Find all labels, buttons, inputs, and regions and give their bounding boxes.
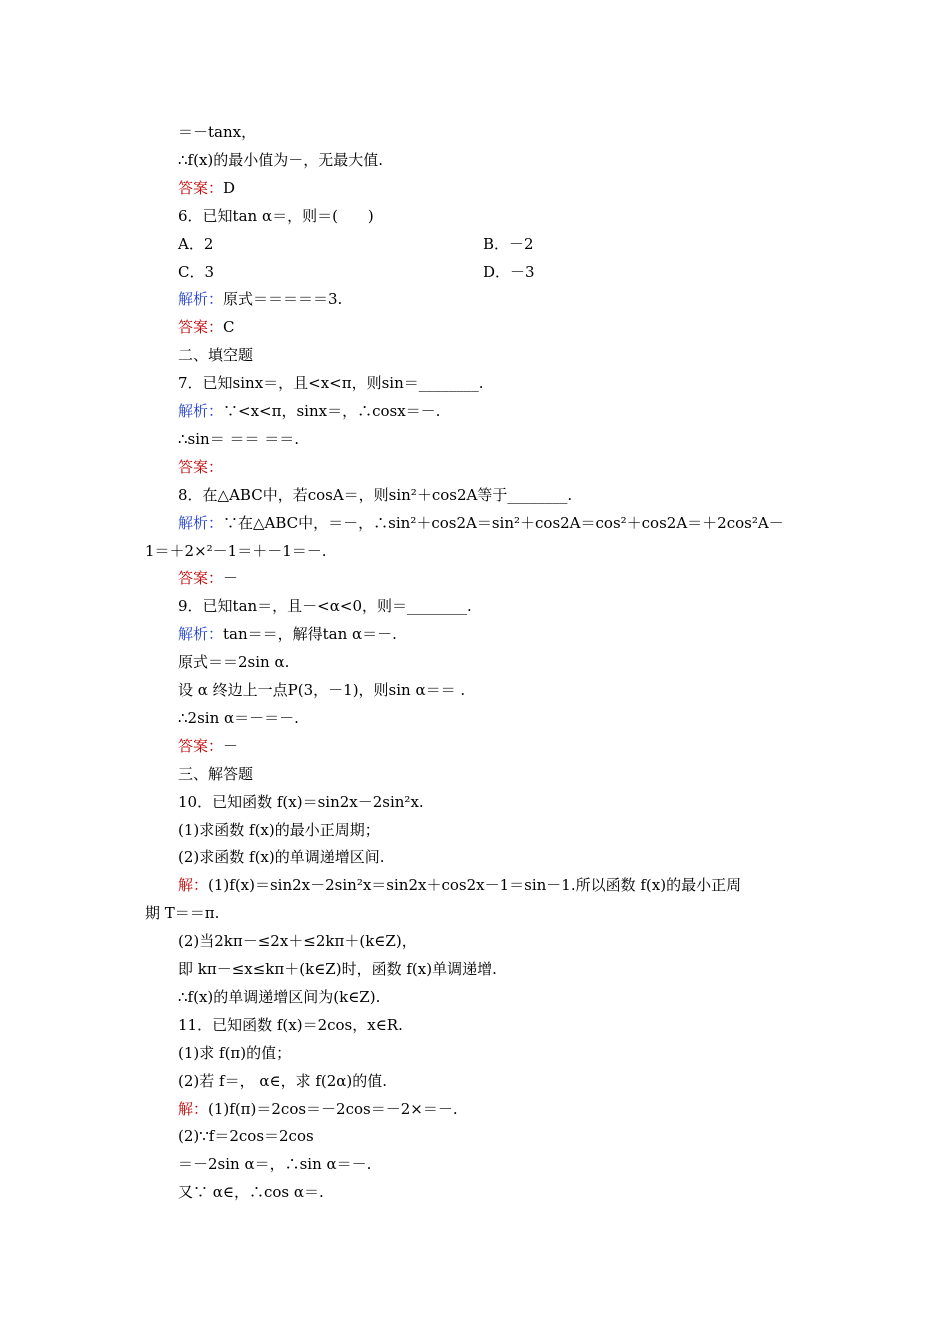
line-text: 1＝＋2×²－1＝＋－1＝－. xyxy=(145,541,327,560)
line-text: ＝－2sin α＝，∴sin α＝－. xyxy=(178,1155,372,1174)
text-line xyxy=(178,120,256,144)
text-line xyxy=(178,176,235,200)
line-text: 设 α 终边上一点P(3，－1)，则sin α＝＝ . xyxy=(178,681,466,699)
line-text: － xyxy=(223,736,239,755)
analysis-label: 解析： xyxy=(178,625,224,644)
text-line xyxy=(145,539,327,563)
line-text: ∵在△ABC中，＝－，∴sin²＋cos2A＝sin²＋cos2A＝cos²＋cos2A＝＋2cos²A－ xyxy=(223,513,784,532)
line-text: 11．已知函数 f(x)＝2cos，x∈R. xyxy=(178,1015,403,1034)
analysis-label: 解析： xyxy=(178,402,224,420)
line-text: 7．已知sinx＝，且<x<π，则sin＝________. xyxy=(178,374,484,393)
text-line xyxy=(178,148,383,172)
line-text: (2)∵f＝2cos＝2cos xyxy=(178,1127,314,1146)
line-text: tan＝＝，解得tan α＝－. xyxy=(223,625,397,644)
answer-label: 答案： xyxy=(178,178,224,197)
text-line xyxy=(178,706,299,730)
text-line xyxy=(178,1097,458,1121)
text-line xyxy=(178,650,289,674)
text-line xyxy=(178,845,385,869)
text-line xyxy=(178,204,374,228)
text-line xyxy=(178,343,253,367)
line-text: D xyxy=(223,178,236,197)
text-line xyxy=(0,260,950,284)
option-right: B．－2 xyxy=(483,234,534,253)
analysis-label: 解析： xyxy=(178,290,224,309)
line-text: (1)求函数 f(x)的最小正周期； xyxy=(178,820,380,839)
line-text: ∴f(x)的最小值为－，无最大值. xyxy=(178,150,384,169)
text-line xyxy=(178,1124,314,1148)
answer-label: 答案： xyxy=(178,318,224,337)
text-line xyxy=(178,315,235,339)
option-left: C．3 xyxy=(178,262,215,281)
line-text: ∴sin＝ ＝＝ ＝＝. xyxy=(178,429,300,448)
text-line xyxy=(178,287,342,311)
text-line xyxy=(178,1180,324,1204)
text-line xyxy=(178,1152,371,1176)
text-line xyxy=(178,1069,387,1093)
line-text: (1)求 f(π)的值； xyxy=(178,1043,292,1062)
line-text: 二、填空题 xyxy=(178,346,254,365)
text-line xyxy=(178,1013,403,1037)
text-line xyxy=(178,594,472,618)
line-text: (2)当2kπ－≤2x＋≤2kπ＋(k∈Z)， xyxy=(178,932,417,951)
text-line xyxy=(178,818,380,842)
line-text: (1)f(x)＝sin2x－2sin²x＝sin2x＋cos2x－1＝sin－1.所以函数 f(x)的最小正周 xyxy=(208,876,742,895)
line-text: 原式＝＝＝＝＝3. xyxy=(223,290,343,309)
text-line xyxy=(178,399,440,423)
line-text: C xyxy=(223,318,235,337)
answer-label: 解： xyxy=(178,876,209,895)
text-line xyxy=(145,901,219,925)
text-line xyxy=(178,762,253,786)
text-line xyxy=(178,483,572,507)
line-text: 原式＝＝2sin α. xyxy=(178,653,290,672)
text-line xyxy=(178,371,484,395)
line-text: 三、解答题 xyxy=(178,764,254,783)
line-text: ∴f(x)的单调递增区间为(k∈Z). xyxy=(178,987,381,1006)
text-line xyxy=(178,427,299,451)
text-line xyxy=(178,985,380,1009)
line-text: ∵<x<π，sinx＝，∴cosx＝－. xyxy=(223,402,441,420)
line-text: ＝－tanx， xyxy=(178,123,257,141)
answer-label: 解： xyxy=(178,1099,209,1118)
text-line xyxy=(178,734,238,758)
text-line xyxy=(178,455,223,479)
text-line xyxy=(178,957,497,981)
option-left: A．2 xyxy=(178,234,214,253)
text-line xyxy=(178,566,238,590)
line-text: 9．已知tan＝，且－<α<0，则＝________. xyxy=(178,597,472,616)
analysis-label: 解析： xyxy=(178,513,224,532)
text-line xyxy=(178,678,465,702)
line-text: (2)若 f＝， α∈，求 f(2α)的值. xyxy=(178,1071,388,1090)
answer-label: 答案： xyxy=(178,457,224,476)
answer-label: 答案： xyxy=(178,736,224,755)
line-text: (1)f(π)＝2cos＝－2cos＝－2×＝－. xyxy=(208,1099,458,1118)
line-text: 期 T＝＝π. xyxy=(145,904,220,923)
line-text: 8．在△ABC中，若cosA＝，则sin²＋cos2A等于________. xyxy=(178,485,573,504)
text-line xyxy=(178,1041,291,1065)
option-right: D．－3 xyxy=(483,262,535,281)
text-line xyxy=(178,622,397,646)
line-text: 又∵ α∈，∴cos α＝. xyxy=(178,1183,324,1202)
text-line xyxy=(178,873,741,897)
line-text: － xyxy=(223,569,239,588)
line-text: (2)求函数 f(x)的单调递增区间. xyxy=(178,848,385,867)
line-text: 10．已知函数 f(x)＝sin2x－2sin²x. xyxy=(178,792,424,811)
line-text: 6．已知tan α＝，则＝( ) xyxy=(178,206,374,225)
text-line xyxy=(178,929,417,953)
text-line xyxy=(178,790,424,814)
line-text: ∴2sin α＝－＝－. xyxy=(178,708,299,727)
text-line xyxy=(0,232,950,256)
answer-label: 答案： xyxy=(178,569,224,588)
text-line xyxy=(178,511,784,535)
line-text: 即 kπ－≤x≤kπ＋(k∈Z)时，函数 f(x)单调递增. xyxy=(178,960,497,978)
